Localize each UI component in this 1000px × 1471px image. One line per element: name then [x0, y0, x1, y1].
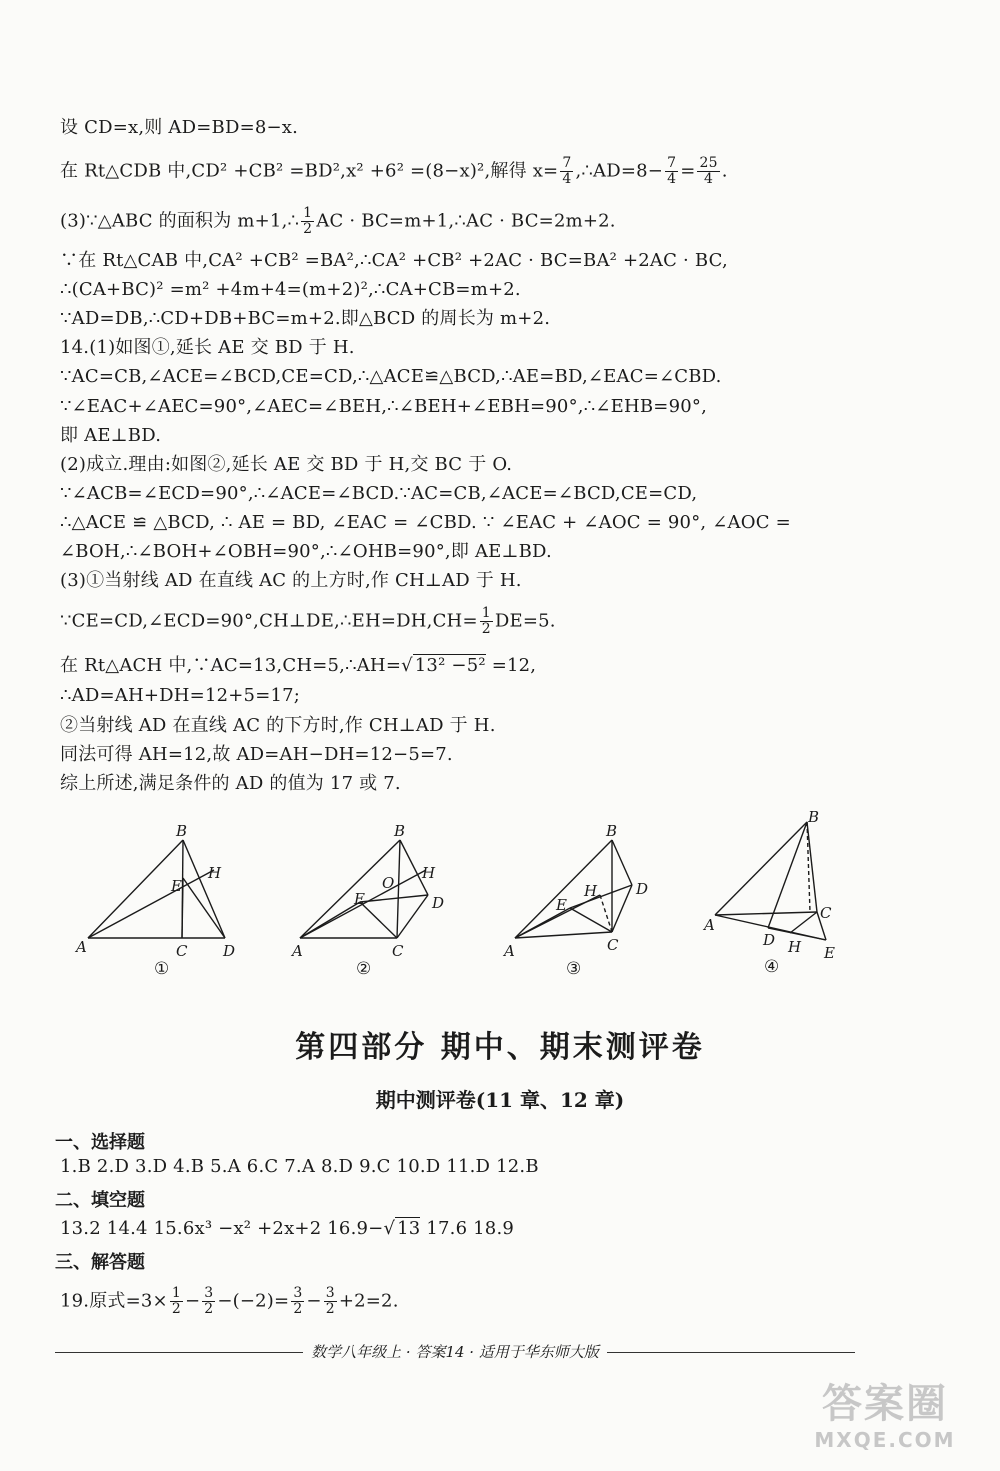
figure-2 — [300, 840, 428, 938]
svg-text:①: ① — [154, 959, 170, 979]
svg-text:O: O — [382, 874, 395, 892]
section-title: 第四部分 期中、期末测评卷 — [295, 1030, 705, 1065]
fraction: $\frac{1}{2}$ — [303, 205, 313, 237]
svg-text:③: ③ — [566, 959, 582, 979]
svg-text:H: H — [422, 864, 436, 882]
svg-text:E: E — [354, 890, 365, 908]
solve-line: 19.原式=3× $\frac{1}{2}$ − $\frac{3}{2}$ −(−2)= $\frac{3}{2}$ − $\frac{3}{2}$ +2=2. — [60, 1285, 399, 1317]
square-root: 13 — [397, 1218, 421, 1239]
svg-text:B: B — [176, 822, 188, 840]
text-line: ∴AD=AH+DH=12+5=17; — [60, 685, 301, 706]
text-line: ∵∠ACB=∠ECD=90°,∴∠ACE=∠BCD.∵AC=CB,∠ACE=∠BCD,CE=CD, — [60, 483, 698, 504]
text-line: 设 CD=x,则 AD=BD=8−x. — [60, 117, 299, 138]
svg-text:A: A — [504, 942, 515, 960]
watermark-logo: 答案圈 MXQE.COM — [814, 1381, 956, 1452]
text-line: 14.(1)如图①,延长 AE 交 BD 于 H. — [60, 337, 355, 358]
svg-text:④: ④ — [764, 957, 780, 977]
text-line: (3)①当射线 AD 在直线 AC 的上方时,作 CH⊥AD 于 H. — [60, 570, 522, 591]
text-line: 同法可得 AH=12,故 AD=AH−DH=12−5=7. — [60, 744, 453, 765]
svg-text:C: C — [392, 942, 404, 960]
text-line: 在 Rt△CDB 中,CD² +CB² =BD²,x² +6² =(8−x)²,解得 x= $\frac{7}{4}$ ,∴AD=8− $\frac{7}{4}$ = $\frac{25}{4}$ . — [60, 155, 728, 187]
svg-text:D: D — [636, 880, 649, 898]
figure-3 — [515, 840, 632, 938]
text-line: ∵CE=CD,∠ECD=90°,CH⊥DE,∴EH=DH,CH= $\frac{1}{2}$ DE=5. — [60, 605, 556, 637]
svg-text:A: A — [76, 938, 87, 956]
sub-title: 期中测评卷(11 章、12 章) — [375, 1088, 625, 1112]
svg-text:H: H — [584, 882, 598, 900]
svg-text:B: B — [606, 822, 618, 840]
choice-answers: 1.B 2.D 3.D 4.B 5.A 6.C 7.A 8.D 9.C 10.D 11.D 12.B — [60, 1156, 539, 1177]
svg-text:C: C — [176, 942, 188, 960]
text-line: ∠BOH,∴∠BOH+∠OBH=90°,∴∠OHB=90°,即 AE⊥BD. — [60, 541, 552, 562]
svg-text:E: E — [556, 896, 567, 914]
fraction: $\frac{3}{2}$ — [204, 1285, 214, 1317]
svg-text:D: D — [763, 931, 776, 949]
text-line: ②当射线 AD 在直线 AC 的下方时,作 CH⊥AD 于 H. — [60, 715, 496, 736]
category-heading: 三、解答题 — [55, 1252, 145, 1273]
text-line: (3)∵△ABC 的面积为 m+1,∴ $\frac{1}{2}$ AC · BC=m+1,∴AC · BC=2m+2. — [60, 205, 616, 237]
fill-answers: 13.2 14.4 15.6x³ −x² +2x+2 16.9−√ 13 17.6 18.9 — [60, 1218, 515, 1239]
text-line: 即 AE⊥BD. — [60, 425, 162, 446]
svg-text:D: D — [223, 942, 236, 960]
svg-text:B: B — [394, 822, 406, 840]
svg-text:H: H — [208, 864, 222, 882]
svg-text:H: H — [788, 938, 802, 956]
svg-text:E: E — [171, 877, 182, 895]
text-line: ∵∠EAC+∠AEC=90°,∠AEC=∠BEH,∴∠BEH+∠EBH=90°,∴∠EHB=90°, — [60, 396, 708, 417]
fraction: $\frac{7}{4}$ — [667, 155, 677, 187]
fraction: $\frac{7}{4}$ — [562, 155, 572, 187]
text-line: ∴(CA+BC)² =m² +4m+4=(m+2)²,∴CA+CB=m+2. — [60, 279, 521, 300]
fraction: $\frac{1}{2}$ — [171, 1285, 181, 1317]
footer-text: 数学八年级上 · 答案14 · 适用于华东师大版 — [303, 1343, 607, 1361]
page-footer — [55, 1342, 855, 1362]
figure-4 — [715, 822, 826, 940]
svg-text:C: C — [607, 936, 619, 954]
figures-svg — [60, 800, 860, 980]
fraction: $\frac{1}{2}$ — [481, 605, 491, 637]
svg-text:C: C — [820, 904, 832, 922]
text-line: ∵AD=DB,∴CD+DB+BC=m+2.即△BCD 的周长为 m+2. — [60, 308, 551, 329]
text-line: (2)成立.理由:如图②,延长 AE 交 BD 于 H,交 BC 于 O. — [60, 454, 513, 475]
svg-text:D: D — [432, 894, 445, 912]
category-heading: 二、填空题 — [55, 1190, 145, 1211]
svg-text:②: ② — [356, 959, 372, 979]
figure-1 — [88, 840, 225, 938]
square-root: 13² −5² — [414, 655, 486, 676]
text-line: ∵在 Rt△CAB 中,CA² +CB² =BA²,∴CA² +CB² +2AC · BC=BA² +2AC · BC, — [60, 250, 728, 271]
svg-text:A: A — [704, 916, 715, 934]
text-line: ∴△ACE ≌ △BCD, ∴ AE = BD, ∠EAC = ∠CBD. ∵ ∠EAC + ∠AOC = 90°, ∠AOC = — [60, 512, 791, 533]
text-line: ∵AC=CB,∠ACE=∠BCD,CE=CD,∴△ACE≌△BCD,∴AE=BD,∠EAC=∠CBD. — [60, 366, 722, 387]
fraction: $\frac{25}{4}$ — [699, 155, 718, 187]
svg-text:E: E — [824, 944, 835, 962]
geometry-figures — [60, 800, 860, 980]
svg-text:A: A — [292, 942, 303, 960]
text-line: 在 Rt△ACH 中,∵AC=13,CH=5,∴AH=√ 13² −5² =12, — [60, 655, 537, 676]
text-line: 综上所述,满足条件的 AD 的值为 17 或 7. — [60, 773, 401, 794]
svg-text:B: B — [808, 808, 820, 826]
fraction: $\frac{3}{2}$ — [293, 1285, 303, 1317]
category-heading: 一、选择题 — [55, 1132, 145, 1153]
fraction: $\frac{3}{2}$ — [325, 1285, 335, 1317]
